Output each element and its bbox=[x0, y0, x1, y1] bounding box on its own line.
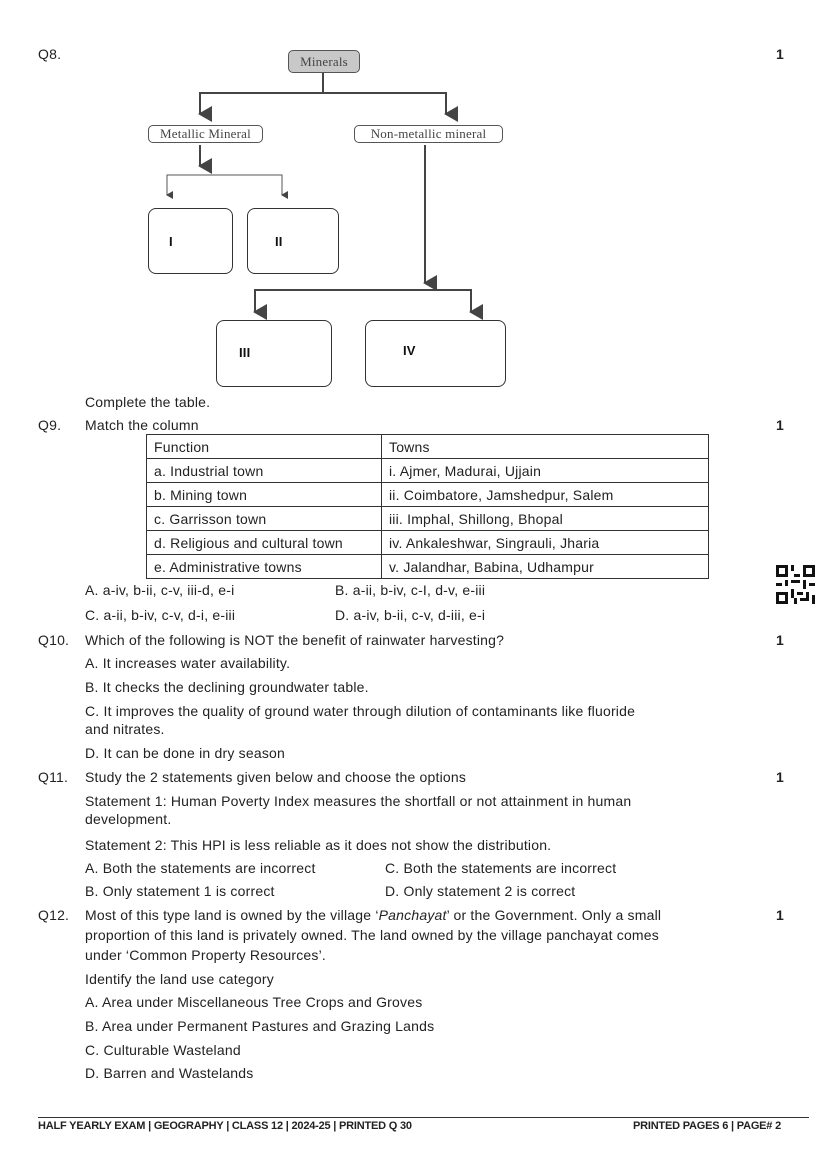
q12-panchayat: Panchayat bbox=[378, 907, 447, 923]
box-label-iii: III bbox=[239, 345, 251, 360]
flowchart-root-minerals: Minerals bbox=[288, 50, 360, 73]
q8-number: Q8. bbox=[38, 46, 62, 62]
q11-text: Study the 2 statements given below and choose the options bbox=[85, 769, 467, 785]
q12-text-line-2: proportion of this land is privately owned. The land owned by the village panchayat comes bbox=[85, 927, 659, 943]
q8-instruction: Complete the table. bbox=[85, 394, 211, 410]
box-label-ii: II bbox=[275, 234, 283, 249]
q11-option-d: D. Only statement 2 is correct bbox=[385, 883, 576, 899]
q10-option-b: B. It checks the declining groundwater table. bbox=[85, 679, 369, 695]
table-header-row bbox=[147, 435, 709, 459]
q10-option-c: C. It improves the quality of ground water through dilution of contaminants like fluoride bbox=[85, 703, 636, 719]
function-cell: c. Garrisson town bbox=[147, 507, 382, 531]
q8-marks: 1 bbox=[776, 46, 784, 62]
function-cell: a. Industrial town bbox=[147, 459, 382, 483]
blank-box-iv bbox=[365, 320, 506, 387]
towns-cell: ii. Coimbatore, Jamshedpur, Salem bbox=[382, 483, 709, 507]
flowchart-metallic-mineral: Metallic Mineral bbox=[148, 125, 263, 143]
blank-box-ii bbox=[247, 208, 339, 274]
table-row bbox=[147, 483, 709, 507]
q9-option-a: A. a-iv, b-ii, c-v, iii-d, e-i bbox=[85, 582, 235, 598]
q11-option-b: B. Only statement 1 is correct bbox=[85, 883, 275, 899]
q9-option-d: D. a-iv, b-ii, c-v, d-iii, e-i bbox=[335, 607, 486, 623]
q10-number: Q10. bbox=[38, 632, 70, 648]
q10-option-a: A. It increases water availability. bbox=[85, 655, 291, 671]
q12-text-pre: Most of this type land is owned by the village ‘ bbox=[85, 907, 379, 923]
q9-marks: 1 bbox=[776, 417, 784, 433]
q11-statement-2: Statement 2: This HPI is less reliable as it does not show the distribution. bbox=[85, 837, 552, 853]
towns-cell: v. Jalandhar, Babina, Udhampur bbox=[382, 555, 709, 579]
towns-cell: iv. Ankaleshwar, Singrauli, Jharia bbox=[382, 531, 709, 555]
table-row bbox=[147, 507, 709, 531]
q10-option-d: D. It can be done in dry season bbox=[85, 745, 285, 761]
header-function: Function bbox=[147, 435, 382, 459]
table-row bbox=[147, 531, 709, 555]
q12-number: Q12. bbox=[38, 907, 70, 923]
q11-marks: 1 bbox=[776, 769, 784, 785]
q11-statement-1-cont: development. bbox=[85, 811, 172, 827]
towns-cell: iii. Imphal, Shillong, Bhopal bbox=[382, 507, 709, 531]
q12-marks: 1 bbox=[776, 907, 784, 923]
function-cell: b. Mining town bbox=[147, 483, 382, 507]
q9-option-c: C. a-ii, b-iv, c-v, d-i, e-iii bbox=[85, 607, 236, 623]
q10-marks: 1 bbox=[776, 632, 784, 648]
q9-option-b: B. a-ii, b-iv, c-I, d-v, e-iii bbox=[335, 582, 486, 598]
footer-left: HALF YEARLY EXAM | GEOGRAPHY | CLASS 12 | 2024-25 | PRINTED Q 30 bbox=[38, 1120, 412, 1132]
qr-code-icon bbox=[776, 565, 815, 604]
flowchart-non-metallic-mineral: Non-metallic mineral bbox=[354, 125, 503, 143]
q11-option-a: A. Both the statements are incorrect bbox=[85, 860, 316, 876]
table-row bbox=[147, 459, 709, 483]
blank-box-iii bbox=[216, 320, 332, 387]
q11-number: Q11. bbox=[38, 769, 69, 785]
q11-option-c: C. Both the statements are incorrect bbox=[385, 860, 617, 876]
header-towns: Towns bbox=[382, 435, 709, 459]
q11-statement-1: Statement 1: Human Poverty Index measures the shortfall or not attainment in human bbox=[85, 793, 632, 809]
q12-text-line-3: under ‘Common Property Resources’. bbox=[85, 947, 327, 963]
q10-option-c-cont: and nitrates. bbox=[85, 721, 165, 737]
q12-option-c: C. Culturable Wasteland bbox=[85, 1042, 241, 1058]
function-cell: d. Religious and cultural town bbox=[147, 531, 382, 555]
q12-text-post: ’ or the Government. Only a small bbox=[446, 907, 662, 923]
q9-text: Match the column bbox=[85, 417, 199, 433]
q12-option-a: A. Area under Miscellaneous Tree Crops and Groves bbox=[85, 994, 423, 1010]
box-label-i: I bbox=[169, 234, 173, 249]
box-label-iv: IV bbox=[403, 343, 416, 358]
footer-right: PRINTED PAGES 6 | PAGE# 2 bbox=[632, 1120, 781, 1132]
function-cell: e. Administrative towns bbox=[147, 555, 382, 579]
q10-text: Which of the following is NOT the benefit of rainwater harvesting? bbox=[85, 632, 505, 648]
blank-box-i bbox=[148, 208, 233, 274]
q12-option-d: D. Barren and Wastelands bbox=[85, 1065, 254, 1081]
q9-number: Q9. bbox=[38, 417, 62, 433]
footer-divider bbox=[38, 1117, 809, 1118]
towns-cell: i. Ajmer, Madurai, Ujjain bbox=[382, 459, 709, 483]
table-row bbox=[147, 555, 709, 579]
match-table bbox=[146, 434, 709, 579]
q12-option-b: B. Area under Permanent Pastures and Grazing Lands bbox=[85, 1018, 435, 1034]
q12-prompt: Identify the land use category bbox=[85, 971, 274, 987]
q12-text-line-1 bbox=[85, 906, 661, 924]
